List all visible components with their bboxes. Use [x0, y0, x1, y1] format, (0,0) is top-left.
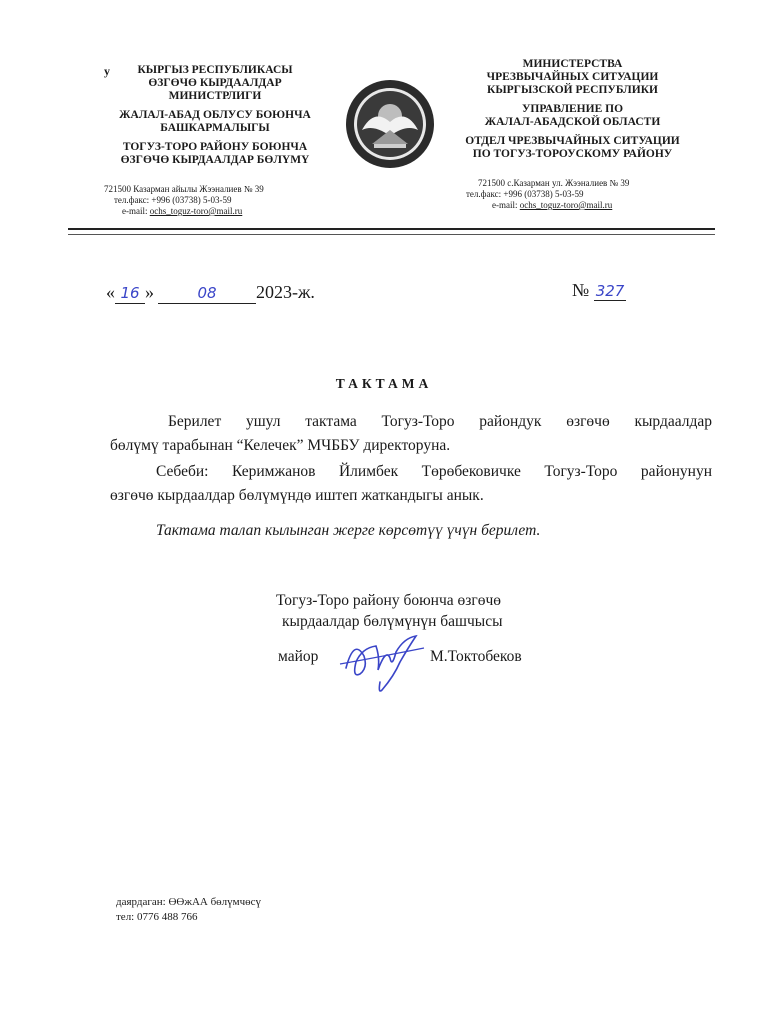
left-email-label: e-mail: — [122, 206, 148, 216]
paragraph-2-line-1: Себеби: Керимжанов Йлимбек Төрөбековичке Тогуз-Торо районунун — [156, 463, 712, 480]
footer — [116, 895, 261, 925]
document-title: ТАКТАМА — [335, 376, 433, 391]
right-email-row — [466, 200, 629, 211]
header-divider — [68, 228, 715, 230]
kyrgyz-emblem-icon — [344, 78, 436, 170]
header-left-mark: у — [104, 64, 110, 78]
handwritten-signature-icon — [334, 618, 434, 698]
header-left-address — [104, 184, 264, 217]
header-left-line: МИНИСТРЛИГИ — [168, 90, 262, 102]
header-left-line: КЫРГЫЗ РЕСПУБЛИКАСЫ — [137, 64, 293, 76]
date-year: 2023-ж. — [256, 282, 315, 302]
header-right-line: КЫРГЫЗСКОЙ РЕСПУБЛИКИ — [487, 84, 658, 96]
date-day: 16 — [120, 284, 140, 302]
date-month-field — [158, 282, 256, 304]
date-month: 08 — [197, 284, 217, 302]
right-email-label: e-mail: — [492, 200, 518, 210]
header-left-line: ӨЗГӨЧӨ КЫРДААЛДАР — [148, 77, 282, 89]
paragraph-2 — [110, 460, 712, 508]
left-email-row — [104, 206, 264, 217]
header-right-address — [466, 178, 629, 211]
left-email-link[interactable]: ochs_toguz-toro@mail.ru — [149, 206, 243, 216]
date-open-quote: « — [106, 282, 115, 302]
position-line-1: Тогуз-Торо району боюнча өзгөчө — [276, 592, 502, 609]
paragraph-1-line-2: бөлүмү тарабынан “Келечек” МЧББУ директоруна. — [110, 437, 451, 454]
header-right — [450, 58, 695, 161]
header-right-line: УПРАВЛЕНИЕ ПО — [521, 103, 624, 115]
paragraph-2-line-2: өзгөчө кырдаалдар бөлүмүндө иштеп жаткандыгы анык. — [110, 487, 484, 504]
document-date — [106, 282, 315, 304]
number-value: 327 — [595, 282, 625, 300]
header-left — [100, 64, 330, 167]
header-left-line: ЖАЛАЛ-АБАД ОБЛУСУ БОЮНЧА — [119, 109, 311, 121]
paragraph-1 — [110, 410, 712, 458]
header-right-line: ОТДЕЛ ЧРЕЗВЫЧАЙНЫХ СИТУАЦИИ — [465, 135, 680, 147]
signatory-rank: майор — [278, 648, 319, 665]
right-email-link[interactable]: ochs_toguz-toro@mail.ru — [519, 200, 613, 210]
position-line-2: кырдаалдар бөлүмүнүн башчысы — [282, 613, 503, 630]
signatory-name: М.Токтобеков — [430, 648, 522, 665]
date-close-quote: » — [145, 282, 154, 302]
header-right-line: ЧРЕЗВЫЧАЙНЫХ СИТУАЦИИ — [486, 71, 659, 83]
footer-phone: тел: 0776 488 766 — [116, 911, 198, 923]
left-phone-line: тел.факс: +996 (03738) 5-03-59 — [114, 195, 232, 205]
number-prefix: № — [572, 280, 590, 300]
header-right-line: ЖАЛАЛ-АБАДСКОЙ ОБЛАСТИ — [484, 116, 661, 128]
paragraph-1-line-1: Берилет ушул тактама Тогуз-Торо райондук өзгөчө кырдаалдар — [168, 413, 712, 430]
date-day-field — [115, 282, 145, 304]
header-right-line: МИНИСТЕРСТВА — [522, 58, 623, 70]
document-number — [572, 280, 626, 301]
header-divider-thin — [68, 234, 715, 235]
emblem — [344, 78, 436, 170]
header-right-line: ПО ТОГУЗ-ТОРОУСКОМУ РАЙОНУ — [472, 148, 673, 160]
footer-prepared-by: даярдаган: ӨӨжАА бөлүмчөсү — [116, 896, 262, 908]
purpose-note: Тактама талап кылынган жерге көрсөтүү үчүн берилет. — [156, 522, 541, 539]
header-left-line: ТОГУЗ-ТОРО РАЙОНУ БОЮНЧА — [122, 141, 308, 153]
header-left-line: ӨЗГӨЧӨ КЫРДААЛДАР БӨЛҮМҮ — [120, 154, 310, 166]
right-address-line: 721500 с.Казарман ул. Жээналиев № 39 — [478, 178, 630, 188]
right-phone-line: тел.факс: +996 (03738) 5-03-59 — [466, 189, 584, 199]
header-left-line: БАШКАРМАЛЫГЫ — [160, 122, 270, 134]
left-address-line: 721500 Казарман айылы Жээналиев № 39 — [104, 184, 264, 194]
